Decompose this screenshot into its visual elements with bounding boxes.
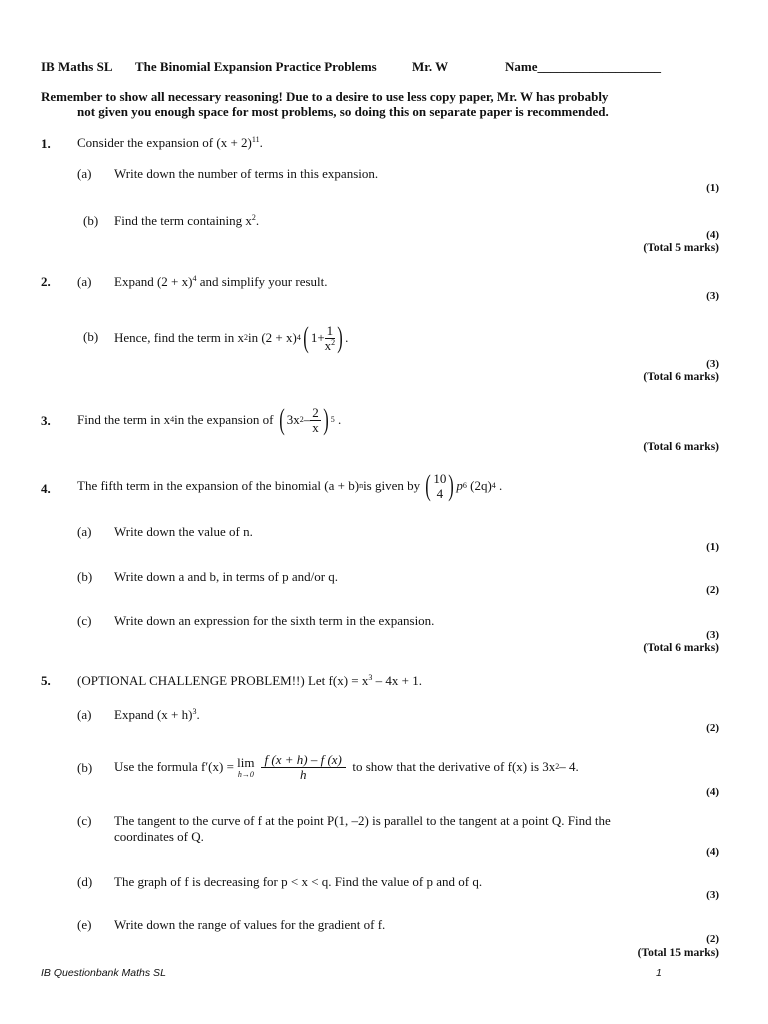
q1b-text: Find the term containing $x^2$. bbox=[114, 213, 260, 228]
q5c-label: (c) bbox=[77, 813, 92, 828]
q5b-marks: (4) bbox=[706, 786, 719, 798]
q4c-label: (c) bbox=[77, 613, 92, 628]
q4b-text: Write down a and b, in terms of p and/or q. bbox=[114, 569, 339, 584]
course-label: IB Maths SL bbox=[41, 59, 113, 74]
q4c-marks: (3) bbox=[706, 629, 719, 641]
q2-total: (Total 6 marks) bbox=[643, 371, 719, 383]
q2b-label: (b) bbox=[83, 329, 99, 344]
q4b-marks: (2) bbox=[706, 584, 719, 596]
q5c-text-line-2: coordinates of Q. bbox=[114, 829, 204, 844]
q5d-label: (d) bbox=[77, 874, 93, 889]
binomial-coefficient: 10 4 bbox=[433, 471, 447, 501]
q1b-label: (b) bbox=[83, 213, 99, 228]
q4-number: 4. bbox=[41, 481, 51, 496]
q1a-marks: (1) bbox=[706, 182, 719, 194]
q4b-label: (b) bbox=[77, 569, 93, 584]
q1a-text: Write down the number of terms in this expansion. bbox=[114, 166, 379, 181]
q5a-label: (a) bbox=[77, 707, 92, 722]
q3-text: Find the term in x 4 in the expansion of ( 3x 2 – $\frac{2}{x}$ ) 5 . bbox=[77, 403, 342, 436]
q4-total: (Total 6 marks) bbox=[643, 642, 719, 654]
q2b-marks: (3) bbox=[706, 358, 719, 370]
q3-fraction: $\frac{2}{x}$ bbox=[312, 404, 319, 435]
q1-total: (Total 5 marks) bbox=[643, 242, 719, 254]
q5-number: 5. bbox=[41, 673, 51, 688]
left-paren-icon: ( bbox=[425, 469, 432, 502]
q5c-text-line-1: The tangent to the curve of f at the point P(1, –2) is parallel to the tangent at a point Q. Find the bbox=[114, 813, 611, 828]
q1a-label: (a) bbox=[77, 166, 92, 181]
q2b-fraction: $\frac{1}{x^2}$ bbox=[324, 322, 336, 353]
page-number: 1 bbox=[656, 967, 662, 979]
q5e-label: (e) bbox=[77, 917, 92, 932]
q5b-label: (b) bbox=[77, 760, 93, 775]
q5c-marks: (4) bbox=[706, 846, 719, 858]
left-paren-icon: ( bbox=[278, 403, 285, 436]
q4c-text: Write down an expression for the sixth term in the expansion. bbox=[114, 613, 435, 628]
q2a-marks: (3) bbox=[706, 290, 719, 302]
q5a-text: Expand $(x + h)^3$. bbox=[114, 707, 200, 722]
q5e-text: Write down the range of values for the gradient of f. bbox=[114, 917, 386, 932]
notice-line-1: Remember to show all necessary reasoning! Due to a desire to use less copy paper, Mr. W has probably bbox=[41, 89, 609, 104]
q5d-text: The graph of f is decreasing for p < x < q. Find the value of p and of q. bbox=[114, 874, 483, 889]
worksheet-title: The Binomial Expansion Practice Problems bbox=[135, 59, 377, 74]
q5d-marks: (3) bbox=[706, 889, 719, 901]
q3-number: 3. bbox=[41, 413, 51, 428]
q4a-marks: (1) bbox=[706, 541, 719, 553]
q4a-label: (a) bbox=[77, 524, 92, 539]
left-paren-icon: ( bbox=[303, 321, 309, 354]
student-name-field[interactable]: Name___________________ bbox=[505, 59, 661, 74]
q2b-text: Hence, find the term in x 2 in (2 + x) 4 ( 1+ $\frac{1}{x^2}$ ) . bbox=[114, 321, 349, 354]
q5b-text: Use the formula f′(x) = lim h→0 $\frac{f (x + h) - f (x)}{h}$ to show that the derivative of f(x) is 3x 2 – 4. bbox=[114, 751, 579, 782]
q4-stem: The fifth term in the expansion of the binomial (a + b) n is given by ( 10 4 ) p 6 (2q) 4 . bbox=[77, 469, 503, 502]
q2-number: 2. bbox=[41, 274, 51, 289]
q1b-marks: (4) bbox=[706, 229, 719, 241]
right-paren-icon: ) bbox=[448, 469, 455, 502]
right-paren-icon: ) bbox=[337, 321, 343, 354]
q5-stem: (OPTIONAL CHALLENGE PROBLEM!!) Let $f(x) = x^3 - 4x + 1$. bbox=[77, 673, 422, 688]
notice-line-2: not given you enough space for most problems, so doing this on separate paper is recommended. bbox=[77, 104, 609, 119]
q1-stem: Consider the expansion of $(x + 2)^{11}$. bbox=[77, 135, 263, 150]
teacher-name: Mr. W bbox=[412, 59, 449, 74]
q2a-text: Expand $(2 + x)^4$ and simplify your result. bbox=[114, 274, 328, 289]
q2a-label: (a) bbox=[77, 274, 92, 289]
limit-operator: lim h→0 bbox=[237, 754, 255, 779]
difference-quotient: $\frac{f (x + h) - f (x)}{h}$ bbox=[261, 753, 346, 782]
right-paren-icon: ) bbox=[322, 403, 329, 436]
footer-source: IB Questionbank Maths SL bbox=[41, 967, 166, 979]
q3-total: (Total 6 marks) bbox=[643, 441, 719, 453]
q4a-text: Write down the value of n. bbox=[114, 524, 253, 539]
q1-number: 1. bbox=[41, 136, 51, 151]
q5-total: (Total 15 marks) bbox=[637, 947, 719, 959]
q5a-marks: (2) bbox=[706, 722, 719, 734]
q5e-marks: (2) bbox=[706, 933, 719, 945]
